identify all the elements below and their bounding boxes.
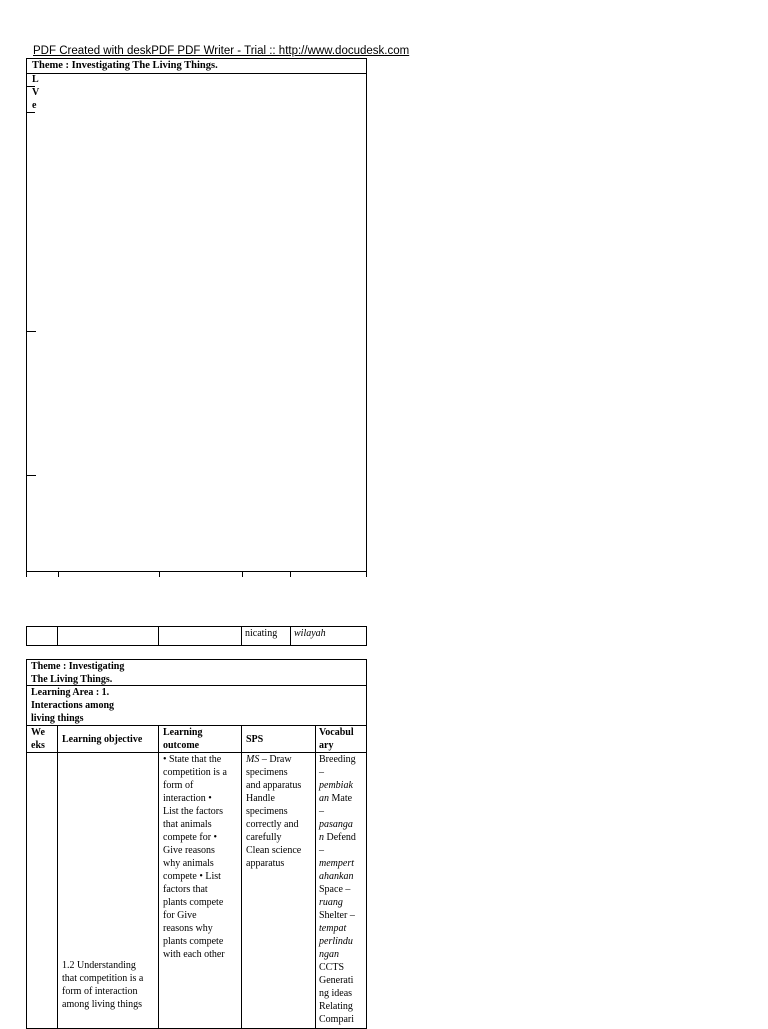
column-divider <box>290 627 291 645</box>
learning-area-title: Learning Area : 1. Interactions among living things <box>31 687 115 724</box>
lesson-plan-table <box>26 659 367 1029</box>
header-learning-objective: Learning objective <box>62 734 143 745</box>
column-divider <box>241 725 242 1028</box>
theme-title: Theme : Investigating The Living Things. <box>31 661 125 685</box>
header-vocabulary: Vocabul ary <box>319 727 354 751</box>
column-divider <box>57 725 58 1028</box>
sps-cell: nicating <box>245 628 278 639</box>
clipped-cell-fragment: V <box>32 87 40 98</box>
column-divider <box>158 627 159 645</box>
vocab-cell: wilayah <box>294 628 326 639</box>
header-learning-outcome: Learning outcome <box>163 727 203 751</box>
column-divider <box>159 572 160 577</box>
column-divider <box>57 627 58 645</box>
pdf-watermark-banner: PDF Created with deskPDF PDF Writer - Trial :: http://www.docudesk.com <box>33 45 410 57</box>
learning-outcome-cell: • State that the competition is a form of interaction • List the factors that animals compete for • Give reasons why animals compete • List factors that plants compete for Give reasons why plants compete with each other <box>163 754 227 960</box>
learning-objective-cell: 1.2 Understanding that competition is a form of interaction among living things <box>62 960 144 1010</box>
column-divider <box>242 572 243 577</box>
header-sps: SPS <box>246 734 264 745</box>
sps-cell: MS – Draw specimens and apparatus Handle specimens correctly and carefully Clean science apparatus <box>246 754 302 869</box>
column-divider <box>315 725 316 1028</box>
clipped-cell-fragment: L <box>32 74 39 85</box>
column-divider <box>241 627 242 645</box>
header-weeks: We eks <box>31 727 45 751</box>
column-divider <box>158 725 159 1028</box>
vocabulary-cell: Breeding – pembiak an Mate – pasanga n Defend – mempert ahankan Space – ruang Shelter – tempat perlindu ngan CCTS Generati ng ideas Relating Compari <box>319 754 356 1025</box>
row-divider <box>27 73 366 74</box>
fragment-row <box>26 626 367 646</box>
row-tick <box>27 475 36 476</box>
clipped-bottom-row <box>27 571 366 577</box>
column-divider <box>58 572 59 577</box>
fragment-divider <box>27 112 35 113</box>
row-tick <box>27 331 36 332</box>
clipped-cell-fragment: e <box>32 100 37 111</box>
table-theme-title: Theme : Investigating The Living Things. <box>32 60 218 71</box>
clipped-table <box>26 58 367 577</box>
column-divider <box>290 572 291 577</box>
